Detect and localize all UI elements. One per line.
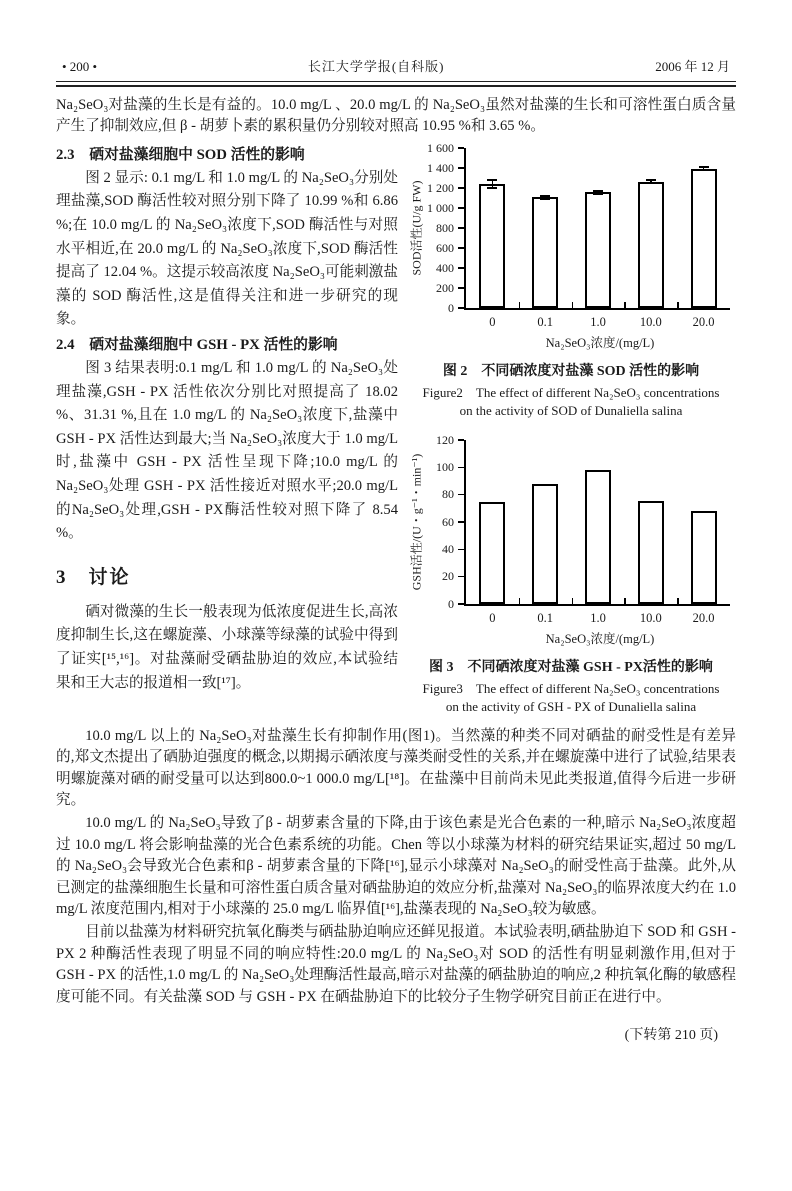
discussion-paragraph-1: 硒对微藻的生长一般表现为低浓度促进生长,高浓度抑制生长,这在螺旋藻、小球藻等绿藻的试验中得到了证实[¹⁵,¹⁶]。对盐藻耐受硒盐胁迫的效应,本试验结果和王大志的报道相一致[¹⁷]。 — [56, 603, 398, 691]
figure2-caption-en-line1: Figure2 The effect of different Na₂SeO₃ concentrations — [422, 384, 720, 400]
x-axis-title: Na₂SeO₃浓度/(mg/L) — [545, 335, 655, 350]
error-bar-cap — [487, 187, 497, 189]
y-tick — [458, 576, 464, 578]
y-tick — [458, 207, 464, 209]
y-tick — [458, 549, 464, 551]
y-axis — [464, 148, 466, 308]
x-category-label: 10.0 — [639, 610, 662, 625]
y-tick-label: 120 — [436, 432, 454, 447]
y-tick-label: 20 — [442, 569, 454, 584]
x-category-label: 10.0 — [639, 314, 662, 329]
x-category-label: 20.0 — [692, 314, 715, 329]
y-tick — [458, 307, 464, 309]
y-tick — [458, 439, 464, 441]
y-axis-title: SOD活性(U/g FW) — [409, 180, 424, 276]
x-tick — [572, 598, 574, 604]
discussion-heading: 3 讨论 — [56, 566, 131, 588]
issue-date: 2006 年 12 月 — [655, 59, 730, 74]
bar — [638, 501, 664, 604]
sod-bar-chart — [406, 142, 736, 350]
intro-paragraph: Na₂SeO₃对盐藻的生长是有益的。10.0 mg/L 、20.0 mg/L 的 Na₂SeO₃虽然对盐藻的生长和可溶性蛋白质含量产生了抑制效应,但 β - 胡萝卜素的累积量仍分别较对照高 10.95 %和 3.65 %。 — [56, 97, 736, 135]
right-column — [406, 142, 736, 716]
y-tick — [458, 521, 464, 523]
y-tick-label: 200 — [436, 280, 454, 295]
two-column-area — [56, 142, 736, 716]
y-tick-label: 60 — [442, 514, 454, 529]
figure3-caption-en-line1: Figure3 The effect of different Na₂SeO₃ concentrations — [422, 680, 720, 696]
y-tick-label: 40 — [442, 542, 454, 557]
discussion-paragraph-4: 目前以盐藻为材料研究抗氧化酶类与硒盐胁迫响应还鲜见报道。本试验表明,硒盐胁迫下 SOD 和 GSH - PX 2 种酶活性表现了明显不同的响应特性:20.0 mg/L 的 Na₂SeO₃对 SOD 的活性有明显刺激作用,但对于 GSH - PX 的活性,1.0 mg/L 的 Na₂SeO₃处理酶活性最高,暗示对盐藻的硒盐胁迫的响应,2 种抗氧化酶的敏感程度可能不同。有关盐藻 SOD 与 GSH - PX 在硒盐胁迫下的比较分子生物学研究目前正在进行中。 — [56, 924, 736, 1005]
y-tick-label: 1 000 — [427, 200, 454, 215]
figure2-caption-en-line2: on the activity of SOD of Dunaliella salina — [459, 402, 683, 418]
x-axis-title: Na₂SeO₃浓度/(mg/L) — [545, 631, 655, 646]
y-tick — [458, 167, 464, 169]
error-bar-cap — [699, 169, 709, 171]
y-tick — [458, 187, 464, 189]
bar — [532, 484, 558, 604]
error-bar-cap — [646, 182, 656, 184]
error-bar-cap — [487, 179, 497, 181]
y-tick-label: 80 — [442, 487, 454, 502]
discussion-paragraph-3: 10.0 mg/L 的 Na₂SeO₃导致了β - 胡萝素含量的下降,由于该色素是光合色素的一种,暗示 Na₂SeO₃浓度超过 10.0 mg/L 将会影响盐藻的光合色素系统的功能。Chen 等以小球藻为材料的研究结果证实,超过 50 mg/L 的 Na₂SeO₃会导致光合色素和β - 胡萝素含量的下降[¹⁶],显示小球藻对 Na₂SeO₃的耐受性高于盐藻。此外,从已测定的盐藻细胞生长量和可溶性蛋白质含量对硒盐胁迫的效应分析,盐藻对 Na₂SeO₃的临界浓度大约在 1.0 mg/L 浓度范围内,相对于小球藻的 25.0 mg/L 临界值[¹⁶],盐藻表现的 Na₂SeO₃较为敏感。 — [56, 815, 736, 918]
figure2-caption-zh: 图 2 不同硒浓度对盐藻 SOD 活性的影响 — [442, 363, 700, 379]
journal-title: 长江大学学报(自科版) — [307, 59, 445, 74]
gsh-px-bar-chart — [406, 434, 736, 646]
section-2-4-heading: 2.4 硒对盐藻细胞中 GSH - PX 活性的影响 — [56, 336, 338, 353]
error-bar-cap — [646, 179, 656, 181]
error-bar-cap — [699, 166, 709, 168]
x-tick — [677, 598, 679, 604]
bar — [638, 182, 664, 308]
y-tick-label: 100 — [436, 460, 454, 475]
error-bar-cap — [593, 193, 603, 195]
y-tick-label: 0 — [448, 300, 454, 315]
discussion-paragraph-2: 10.0 mg/L 以上的 Na₂SeO₃对盐藻生长有抑制作用(图1)。当然藻的种类不同对硒盐的耐受性是有差异的,郑文杰提出了硒胁迫强度的概念,以期揭示硒浓度与藻类耐受性的关系,并在螺旋藻中进行了试验,结果表明螺旋藻对硒的耐受量可以达到800.0~1 000.0 mg/L[¹⁸]。在盐藻中目前尚未见此类报道,值得今后进一步研究。 — [56, 727, 736, 809]
x-tick — [624, 598, 626, 604]
journal-page — [56, 56, 736, 1044]
y-tick — [458, 147, 464, 149]
x-category-label: 20.0 — [692, 610, 715, 625]
bar — [532, 197, 558, 308]
figure3-caption-en — [406, 680, 736, 716]
y-tick-label: 600 — [436, 240, 454, 255]
section-2-4-body: 图 3 结果表明:0.1 mg/L 和 1.0 mg/L 的 Na₂SeO₃处理盐藻,GSH - PX 活性依次分别比对照提高了 18.02 %、31.31 %,且在 1.0 mg/L 的 Na₂SeO₃浓度下,盐藻中 GSH - PX 活性达到最大;当 Na₂SeO₃浓度大于 1.0 mg/L 时,盐藻中 GSH - PX 活性呈现下降;10.0 mg/L 的 Na₂SeO₃处理 GSH - PX 活性接近对照水平;20.0 mg/L 的Na₂SeO₃处理,GSH - PX酶活性较对照下降了 8.54 %。 — [56, 359, 398, 542]
error-bar-cap — [593, 190, 603, 192]
y-tick — [458, 227, 464, 229]
section-2-3-body: 图 2 显示: 0.1 mg/L 和 1.0 mg/L 的 Na₂SeO₃分别处理盐藻,SOD 酶活性较对照分别下降了 10.99 %和 6.86 %;在 10.0 mg/L 的 Na₂SeO₃浓度下,SOD 酶活性与对照水平相近,在 20.0 mg/L 的 Na₂SeO₃浓度下,SOD 酶活性提高了 12.04 %。这提示较高浓度 Na₂SeO₃可能刺激盐藻的 SOD 酶活性,这是值得关注和进一步研究的现象。 — [56, 169, 398, 328]
y-tick-label: 1 400 — [427, 160, 454, 175]
figure3-caption-zh: 图 3 不同硒浓度对盐藻 GSH - PX活性的影响 — [429, 659, 713, 675]
y-tick — [458, 494, 464, 496]
continued-note: (下转第 210 页) — [624, 1028, 718, 1044]
x-category-label: 0.1 — [537, 610, 553, 625]
x-category-label: 1.0 — [590, 314, 606, 329]
x-tick — [677, 302, 679, 308]
page-number: • 200 • — [62, 59, 98, 74]
bar — [691, 169, 717, 308]
left-column — [56, 142, 398, 716]
x-axis — [464, 604, 730, 606]
y-tick — [458, 267, 464, 269]
x-tick — [519, 598, 521, 604]
y-tick — [458, 287, 464, 289]
x-axis — [464, 308, 730, 310]
error-bar-cap — [540, 195, 550, 197]
x-tick — [519, 302, 521, 308]
x-tick — [624, 302, 626, 308]
figure3-caption-en-line2: on the activity of GSH - PX of Dunaliella salina — [445, 698, 697, 714]
y-tick — [458, 247, 464, 249]
bar — [585, 192, 611, 308]
y-tick-label: 1 200 — [427, 180, 454, 195]
bar — [585, 470, 611, 604]
x-category-label: 0 — [489, 610, 496, 625]
section-2-3-heading: 2.3 硒对盐藻细胞中 SOD 活性的影响 — [56, 146, 305, 163]
y-tick-label: 800 — [436, 220, 454, 235]
y-tick-label: 0 — [448, 596, 454, 611]
page-header — [56, 56, 736, 81]
y-tick-label: 400 — [436, 260, 454, 275]
bar — [479, 502, 505, 604]
error-bar-cap — [540, 198, 550, 200]
y-axis — [464, 440, 466, 604]
bar — [691, 511, 717, 604]
bar — [479, 184, 505, 308]
y-tick — [458, 467, 464, 469]
x-tick — [572, 302, 574, 308]
y-axis-title: GSH活性/(U・g⁻¹・min⁻¹) — [409, 453, 424, 591]
x-category-label: 1.0 — [590, 610, 606, 625]
y-tick-label: 1 600 — [427, 140, 454, 155]
x-category-label: 0.1 — [537, 314, 553, 329]
figure2-caption-en — [406, 384, 736, 420]
header-rule — [56, 81, 736, 87]
y-tick — [458, 603, 464, 605]
x-category-label: 0 — [489, 314, 496, 329]
